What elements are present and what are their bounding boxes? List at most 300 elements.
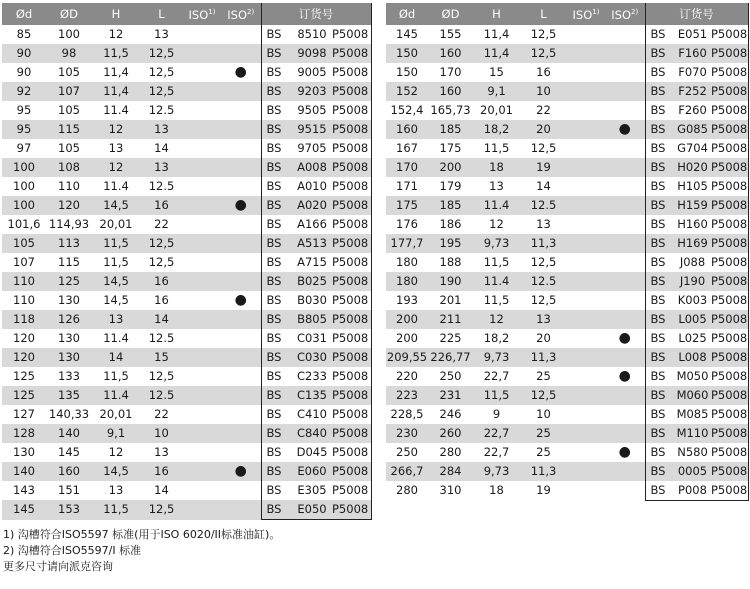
cell-d: 280 [396, 483, 418, 498]
cell-iso2 [221, 253, 261, 272]
cell-iso2 [605, 177, 645, 196]
cell-d: 145 [396, 27, 418, 41]
cell-d: 90 [16, 65, 32, 79]
cell-code: A166 [297, 217, 327, 231]
table-row [2, 367, 371, 386]
cell-H: 9,73 [473, 234, 520, 253]
cell-prefix: BS [645, 196, 676, 215]
cell-iso2 [605, 462, 645, 481]
cell-d: 171 [396, 179, 418, 193]
table-row [2, 500, 371, 520]
cell-D: 113 [46, 234, 92, 253]
cell-code: M110 [676, 424, 709, 443]
cell-L: 20 [536, 331, 551, 345]
cell-iso1 [183, 139, 221, 158]
cell-suffix: P5008 [709, 215, 748, 234]
cell-L: 16 [154, 293, 169, 307]
cell-code: C410 [297, 407, 327, 421]
cell-D: 211 [428, 310, 473, 329]
cell-code: E305 [297, 483, 327, 497]
table-row [386, 177, 748, 196]
table-row [386, 25, 748, 44]
cell-iso2 [605, 196, 645, 215]
cell-prefix: BS [645, 329, 676, 348]
cell-suffix: P5008 [709, 25, 748, 44]
cell-d: 170 [386, 158, 428, 177]
col-header-order-number: 订货号 [645, 3, 748, 25]
cell-iso1 [567, 272, 605, 291]
cell-d: 110 [13, 293, 35, 307]
cell-H: 12 [108, 445, 124, 459]
cell-prefix: BS [261, 443, 294, 462]
cell-H: 13 [489, 179, 504, 193]
cell-iso2 [605, 386, 645, 405]
cell-iso1 [183, 348, 221, 367]
table-row [386, 82, 748, 101]
cell-H: 14,5 [92, 196, 140, 215]
cell-D: 160 [428, 44, 473, 63]
col-header-L: L [520, 3, 567, 25]
cell-prefix: BS [645, 63, 676, 82]
cell-L: 12,5 [530, 27, 557, 41]
cell-L: 12.5 [148, 179, 175, 193]
cell-H: 11,5 [483, 293, 510, 307]
cell-iso1 [183, 481, 221, 500]
cell-iso2 [221, 234, 261, 253]
cell-D: 98 [46, 44, 92, 63]
table-row [386, 310, 748, 329]
cell-D: 226,77 [428, 348, 473, 367]
cell-suffix: P5008 [709, 63, 748, 82]
cell-D: 153 [46, 500, 92, 520]
cell-iso2: ● [221, 196, 261, 215]
cell-H: 9,73 [473, 348, 520, 367]
cell-L: 14 [536, 179, 551, 193]
cell-d: 125 [13, 369, 35, 383]
cell-iso1 [567, 63, 605, 82]
cell-H: 11,5 [92, 234, 140, 253]
cell-d: 160 [386, 120, 428, 139]
cell-iso1 [567, 386, 605, 405]
cell-H: 12 [92, 120, 140, 139]
cell-L: 12.5 [148, 331, 175, 345]
cell-suffix: P5008 [330, 120, 371, 139]
cell-L: 12,5 [140, 234, 183, 253]
cell-suffix: P5008 [330, 329, 371, 348]
cell-iso2 [605, 310, 645, 329]
col-header-iso1: ISO$^{1)}$ [567, 3, 605, 25]
cell-iso1 [183, 44, 221, 63]
cell-suffix: P5008 [330, 63, 371, 82]
cell-iso2 [605, 348, 645, 367]
cell-D: 135 [46, 386, 92, 405]
cell-suffix: P5008 [709, 348, 748, 367]
table-row [386, 462, 748, 481]
cell-prefix: BS [261, 44, 294, 63]
cell-iso1 [183, 405, 221, 424]
cell-prefix: BS [645, 234, 676, 253]
cell-D: 130 [58, 331, 80, 345]
cell-iso1 [567, 348, 605, 367]
cell-d: 100 [13, 179, 35, 193]
cell-d: 175 [386, 196, 428, 215]
left-table-body [2, 25, 371, 520]
cell-d: 150 [386, 44, 428, 63]
table-row [2, 63, 371, 82]
cell-iso1 [183, 215, 221, 234]
cell-iso2: ● [618, 330, 631, 346]
table-row [2, 101, 371, 120]
cell-H: 11,4 [103, 65, 129, 79]
cell-code: J190 [676, 272, 709, 291]
table-row [386, 405, 748, 424]
cell-iso2 [221, 329, 261, 348]
cell-iso1 [183, 310, 221, 329]
cell-D: 185 [428, 120, 473, 139]
cell-d: 223 [386, 386, 428, 405]
cell-D: 105 [58, 103, 80, 117]
cell-d: 90 [2, 44, 46, 63]
cell-d: 145 [2, 500, 46, 520]
cell-suffix: P5008 [709, 310, 748, 329]
table-row [2, 405, 371, 424]
col-header-D: ØD [428, 3, 473, 25]
cell-H: 9 [492, 407, 501, 421]
cell-prefix: BS [261, 500, 294, 520]
cell-D: 310 [439, 483, 462, 498]
cell-prefix: BS [645, 120, 676, 139]
cell-suffix: P5008 [330, 44, 371, 63]
cell-suffix: P5008 [330, 253, 371, 272]
cell-iso2: ● [221, 462, 261, 481]
cell-L: 20 [520, 120, 567, 139]
table-row [386, 215, 748, 234]
cell-prefix: BS [261, 424, 294, 443]
cell-code: A010 [297, 179, 327, 193]
cell-suffix: P5008 [330, 481, 371, 500]
table-row [2, 177, 371, 196]
table-row [2, 139, 371, 158]
cell-prefix: BS [261, 405, 294, 424]
cell-L: 19 [536, 483, 551, 498]
cell-d: 92 [2, 82, 46, 101]
cell-suffix: P5008 [709, 177, 748, 196]
cell-d: 230 [386, 424, 428, 443]
table-row [2, 291, 371, 310]
cell-H: 18 [473, 158, 520, 177]
cell-iso1 [183, 253, 221, 272]
cell-suffix: P5008 [330, 500, 371, 520]
cell-D: 175 [439, 141, 462, 155]
cell-H: 11,4 [92, 82, 140, 101]
cell-prefix: BS [645, 25, 676, 44]
table-row [2, 348, 371, 367]
cell-H: 11.4 [473, 196, 520, 215]
cell-code: B025 [294, 272, 330, 291]
cell-D: 201 [439, 293, 462, 307]
table-row [386, 234, 748, 253]
cell-iso2 [605, 253, 645, 272]
cell-iso2: ● [605, 120, 645, 139]
cell-iso2 [605, 272, 645, 291]
cell-L: 12.5 [520, 196, 567, 215]
cell-D: 155 [439, 27, 462, 41]
footnote-more-sizes: 更多尺寸请向派克咨询 [3, 560, 113, 573]
col-header-d: Ød [2, 3, 46, 25]
cell-H: 11,5 [92, 500, 140, 520]
col-header-H: H [473, 3, 520, 25]
cell-L: 12.5 [520, 272, 567, 291]
cell-code: F260 [678, 103, 707, 117]
cell-iso1 [567, 462, 605, 481]
cell-iso1 [183, 158, 221, 177]
cell-d: 95 [2, 120, 46, 139]
cell-code: C233 [297, 369, 327, 383]
cell-H: 11.4 [103, 103, 129, 117]
cell-prefix: BS [645, 82, 676, 101]
cell-H: 20,01 [480, 103, 513, 117]
cell-suffix: P5008 [330, 443, 371, 462]
cell-L: 16 [536, 65, 551, 79]
table-row [2, 158, 371, 177]
cell-suffix: P5008 [709, 196, 748, 215]
cell-prefix: BS [261, 120, 294, 139]
cell-d: 250 [396, 445, 418, 459]
table-row [2, 424, 371, 443]
cell-D: 165,73 [430, 103, 471, 117]
cell-prefix: BS [645, 272, 676, 291]
cell-iso1 [183, 234, 221, 253]
cell-D: 284 [428, 462, 473, 481]
cell-suffix: P5008 [330, 310, 371, 329]
cell-L: 16 [140, 462, 183, 481]
cell-iso2 [605, 291, 645, 310]
cell-iso1 [183, 177, 221, 196]
cell-iso2 [605, 82, 645, 101]
cell-suffix: P5008 [330, 348, 371, 367]
cell-D: 130 [58, 293, 80, 307]
cell-code: B805 [294, 310, 330, 329]
cell-d: 110 [2, 272, 46, 291]
cell-code: L005 [676, 310, 709, 329]
cell-H: 12 [489, 217, 504, 231]
cell-H: 13 [108, 141, 124, 155]
cell-code: J088 [679, 255, 706, 269]
cell-D: 195 [428, 234, 473, 253]
cell-D: 250 [439, 369, 462, 383]
cell-D: 110 [58, 179, 80, 193]
cell-iso2 [605, 481, 645, 501]
cell-iso2 [221, 44, 261, 63]
cell-iso1 [183, 272, 221, 291]
col-header-d: Ød [386, 3, 428, 25]
cell-D: 145 [58, 445, 80, 459]
cell-H: 11,4 [483, 27, 510, 41]
cell-L: 25 [536, 369, 551, 383]
cell-L: 14 [154, 141, 169, 155]
cell-H: 12 [473, 310, 520, 329]
cell-suffix: P5008 [709, 101, 748, 120]
cell-code: E060 [294, 462, 330, 481]
cell-L: 12,5 [530, 255, 557, 269]
cell-suffix: P5008 [709, 44, 748, 63]
cell-D: 200 [428, 158, 473, 177]
left-size-table [2, 3, 372, 520]
cell-iso1 [183, 82, 221, 101]
cell-code: H160 [677, 217, 708, 231]
cell-prefix: BS [645, 310, 676, 329]
cell-prefix: BS [645, 405, 676, 424]
cell-iso2 [221, 367, 261, 386]
table-row [386, 443, 748, 462]
cell-d: 266,7 [386, 462, 428, 481]
cell-suffix: P5008 [709, 424, 748, 443]
cell-H: 15 [489, 65, 504, 79]
cell-prefix: BS [261, 139, 294, 158]
cell-iso1 [183, 386, 221, 405]
cell-prefix: BS [645, 348, 676, 367]
cell-H: 22,7 [473, 424, 520, 443]
cell-H: 11,5 [483, 255, 510, 269]
cell-d: 120 [2, 348, 46, 367]
cell-D: 188 [439, 255, 462, 269]
cell-iso1 [567, 158, 605, 177]
cell-iso2 [221, 310, 261, 329]
cell-L: 12,5 [520, 386, 567, 405]
cell-iso1 [183, 101, 221, 120]
cell-L: 13 [140, 158, 183, 177]
cell-D: 105 [58, 141, 80, 155]
cell-code: A715 [297, 255, 327, 269]
cell-H: 11.4 [92, 386, 140, 405]
cell-iso1 [183, 443, 221, 462]
col-header-iso2: ISO$^{2)}$ [605, 3, 645, 25]
cell-iso2 [605, 25, 645, 44]
cell-iso1 [567, 120, 605, 139]
cell-prefix: BS [645, 424, 676, 443]
cell-L: 19 [520, 158, 567, 177]
cell-D: 280 [439, 445, 462, 459]
cell-d: 167 [396, 141, 418, 155]
cell-prefix: BS [645, 386, 676, 405]
cell-iso2 [221, 272, 261, 291]
cell-code: 0005 [676, 462, 709, 481]
cell-L: 22 [154, 407, 169, 421]
table-row [386, 329, 748, 348]
cell-L: 12,5 [140, 500, 183, 520]
cell-d: 118 [2, 310, 46, 329]
cell-H: 9,73 [473, 462, 520, 481]
footnote-2: 2) 沟槽符合ISO5597/I 标准 [3, 544, 142, 557]
cell-d: 180 [386, 272, 428, 291]
cell-H: 11,5 [473, 386, 520, 405]
cell-code: F160 [676, 44, 709, 63]
cell-H: 20,01 [99, 407, 133, 421]
cell-suffix: P5008 [709, 234, 748, 253]
cell-d: 85 [16, 27, 32, 41]
cell-prefix: BS [261, 215, 294, 234]
cell-L: 12,5 [530, 293, 557, 307]
cell-code: M085 [676, 407, 709, 421]
cell-suffix: P5008 [330, 177, 371, 196]
cell-d: 128 [2, 424, 46, 443]
cell-H: 9,1 [92, 424, 140, 443]
cell-suffix: P5008 [330, 291, 371, 310]
cell-prefix: BS [261, 348, 294, 367]
cell-D: 170 [439, 65, 462, 79]
cell-iso2 [221, 101, 261, 120]
cell-prefix: BS [261, 196, 294, 215]
cell-iso1 [183, 25, 221, 44]
cell-code: H159 [676, 196, 709, 215]
cell-d: 143 [13, 483, 35, 497]
cell-code: H020 [676, 158, 709, 177]
cell-code: N580 [677, 445, 708, 459]
cell-L: 22 [154, 217, 169, 231]
cell-H: 14,5 [92, 272, 140, 291]
cell-D: 186 [439, 217, 462, 231]
table-row [386, 348, 748, 367]
cell-L: 12,5 [140, 82, 183, 101]
cell-d: 101,6 [7, 217, 41, 231]
right-table-body [386, 25, 748, 501]
cell-suffix: P5008 [709, 462, 748, 481]
cell-D: 125 [46, 272, 92, 291]
cell-H: 20,01 [99, 217, 133, 231]
cell-L: 12,5 [148, 369, 175, 383]
table-row [386, 253, 748, 272]
cell-D: 185 [428, 196, 473, 215]
cell-code: C030 [294, 348, 330, 367]
cell-code: C840 [294, 424, 330, 443]
table-row [2, 481, 371, 500]
cell-iso2 [221, 25, 261, 44]
cell-H: 9,1 [473, 82, 520, 101]
cell-code: 9098 [294, 44, 330, 63]
cell-code: C031 [297, 331, 327, 345]
cell-suffix: P5008 [330, 234, 371, 253]
table-header-row [2, 3, 371, 25]
cell-iso1 [567, 424, 605, 443]
cell-prefix: BS [645, 215, 676, 234]
cell-L: 12,5 [140, 44, 183, 63]
footnote-1: 1) 沟槽符合ISO5597 标准(用于ISO 6020/II标准油缸)。 [3, 528, 281, 541]
cell-L: 13 [154, 27, 169, 41]
cell-prefix: BS [261, 177, 294, 196]
table-row [386, 139, 748, 158]
cell-D: 151 [58, 483, 80, 497]
cell-prefix: BS [645, 481, 676, 501]
cell-iso1 [567, 177, 605, 196]
cell-D: 105 [58, 65, 80, 79]
cell-suffix: P5008 [709, 443, 748, 462]
table-row [386, 386, 748, 405]
cell-H: 22,7 [483, 445, 510, 459]
cell-iso2 [605, 139, 645, 158]
cell-iso1 [183, 291, 221, 310]
cell-d: 130 [13, 445, 35, 459]
cell-prefix: BS [261, 82, 294, 101]
cell-L: 25 [536, 445, 551, 459]
cell-D: 114,93 [48, 217, 90, 231]
table-row [386, 424, 748, 443]
cell-suffix: P5008 [330, 139, 371, 158]
cell-d: 209,55 [386, 348, 428, 367]
cell-code: A008 [294, 158, 330, 177]
cell-L: 13 [154, 445, 169, 459]
cell-prefix: BS [645, 177, 676, 196]
cell-iso2 [605, 424, 645, 443]
